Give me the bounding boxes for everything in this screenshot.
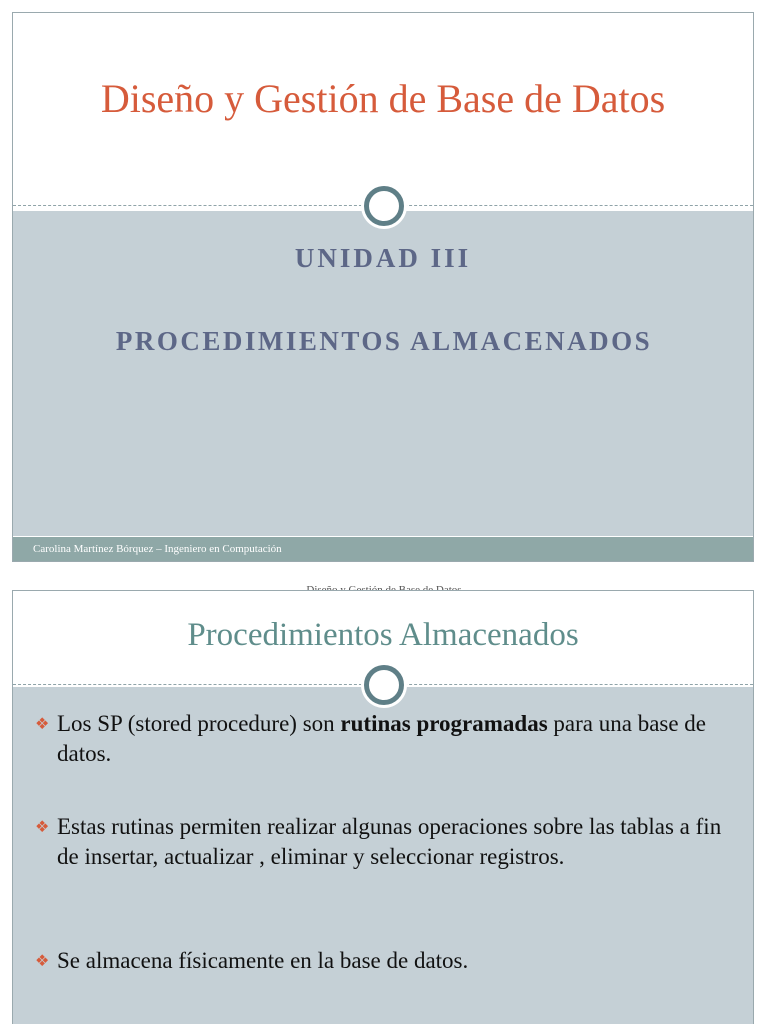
bullet-text-part: Los SP (stored procedure) son [57,711,341,736]
bullet-item [35,812,725,872]
slide-2 [12,590,754,1024]
author-credit: Carolina Martínez Bórquez – Ingeniero en Computación [33,543,282,555]
bullet-text-part: para una base de datos. [57,711,707,766]
slide-1-topic-label: PROCEDIMIENTOS ALMACENADOS [115,326,653,356]
bullet-text [35,709,725,769]
slide-2-body [13,687,753,1024]
circle-ornament-icon [364,665,404,705]
slide-1-footer [13,537,753,562]
slide-2-title: Procedimientos Almacenados [187,617,579,653]
diamond-bullet-icon: ❖ [35,817,50,836]
slide-1 [12,12,754,562]
slide-1-title-area [13,13,753,207]
bullet-text: Se almacena físicamente en la base de datos. [57,948,469,973]
circle-ornament-icon [364,186,404,226]
diamond-bullet-icon: ❖ [35,714,50,733]
bullet-item [35,946,725,976]
slide-1-unit-label: UNIDAD III [294,243,472,273]
bullet-text: Estas rutinas permiten realizar algunas operaciones sobre las tablas a fin de insertar, actualizar , eliminar y seleccionar registros. [57,814,722,869]
bullet-text-bold: rutinas programadas [340,711,548,736]
diamond-bullet-icon: ❖ [35,951,50,970]
slide-1-title: Diseño y Gestión de Base de Datos [100,76,666,121]
bullet-item [35,709,725,769]
